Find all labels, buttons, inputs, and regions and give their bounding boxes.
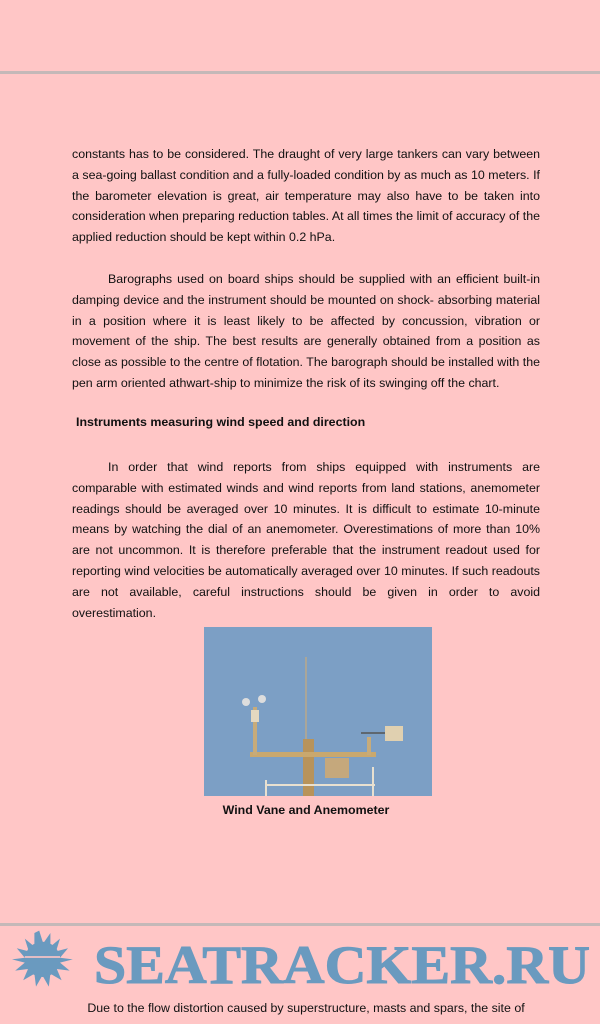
paragraph-reduction: constants has to be considered. The draught of very large tankers can vary between a sea-going ballast condition and a fully-loaded condition by as much as 10 meters. If the barometer elevation is great, air temperature may also have to be taken into consideration when preparing reduction tables. At all times the limit of accuracy of the applied reduction should be kept within 0.2 hPa. — [72, 147, 540, 245]
seatracker-watermark — [0, 929, 600, 991]
paragraph-barographs: Barographs used on board ships should be supplied with an efficient built-in damping device and the instrument should be mounted on shock- absorbing material in a position where it is least likely to be affected by concussion, vibration or movement of the ship. The best results are generally obtained from a position as close as possible to the centre of flotation. The barograph should be installed with the pen arm oriented athwart-ship to minimize the risk of its swinging off the chart. — [72, 272, 540, 390]
paragraph-flow-distortion: Due to the flow distortion caused by superstructure, masts and spars, the site of — [87, 1001, 525, 1015]
watermark-text: SEATRACKER.RU — [94, 935, 590, 991]
section-heading: Instruments measuring wind speed and direction — [76, 415, 366, 429]
bottom-divider — [0, 923, 600, 926]
figure-caption: Wind Vane and Anemometer — [222, 803, 390, 817]
top-divider — [0, 71, 600, 74]
paragraph-wind-reports: In order that wind reports from ships equipped with instruments are comparable with estimated winds and wind reports from land stations, anemometer readings should be averaged over 10 minutes. It is difficult to estimate 10-minute means by watching the dial of an anemometer. Overestimations of more than 10% are not uncommon. It is therefore preferable that the instrument readout used for reporting wind velocities be automatically averaged over 10 minutes. If such readouts are not available, careful instructions should be given in order to avoid overestimation. — [72, 460, 540, 620]
wind-vane-photo — [204, 627, 432, 796]
sun-icon — [12, 931, 73, 987]
